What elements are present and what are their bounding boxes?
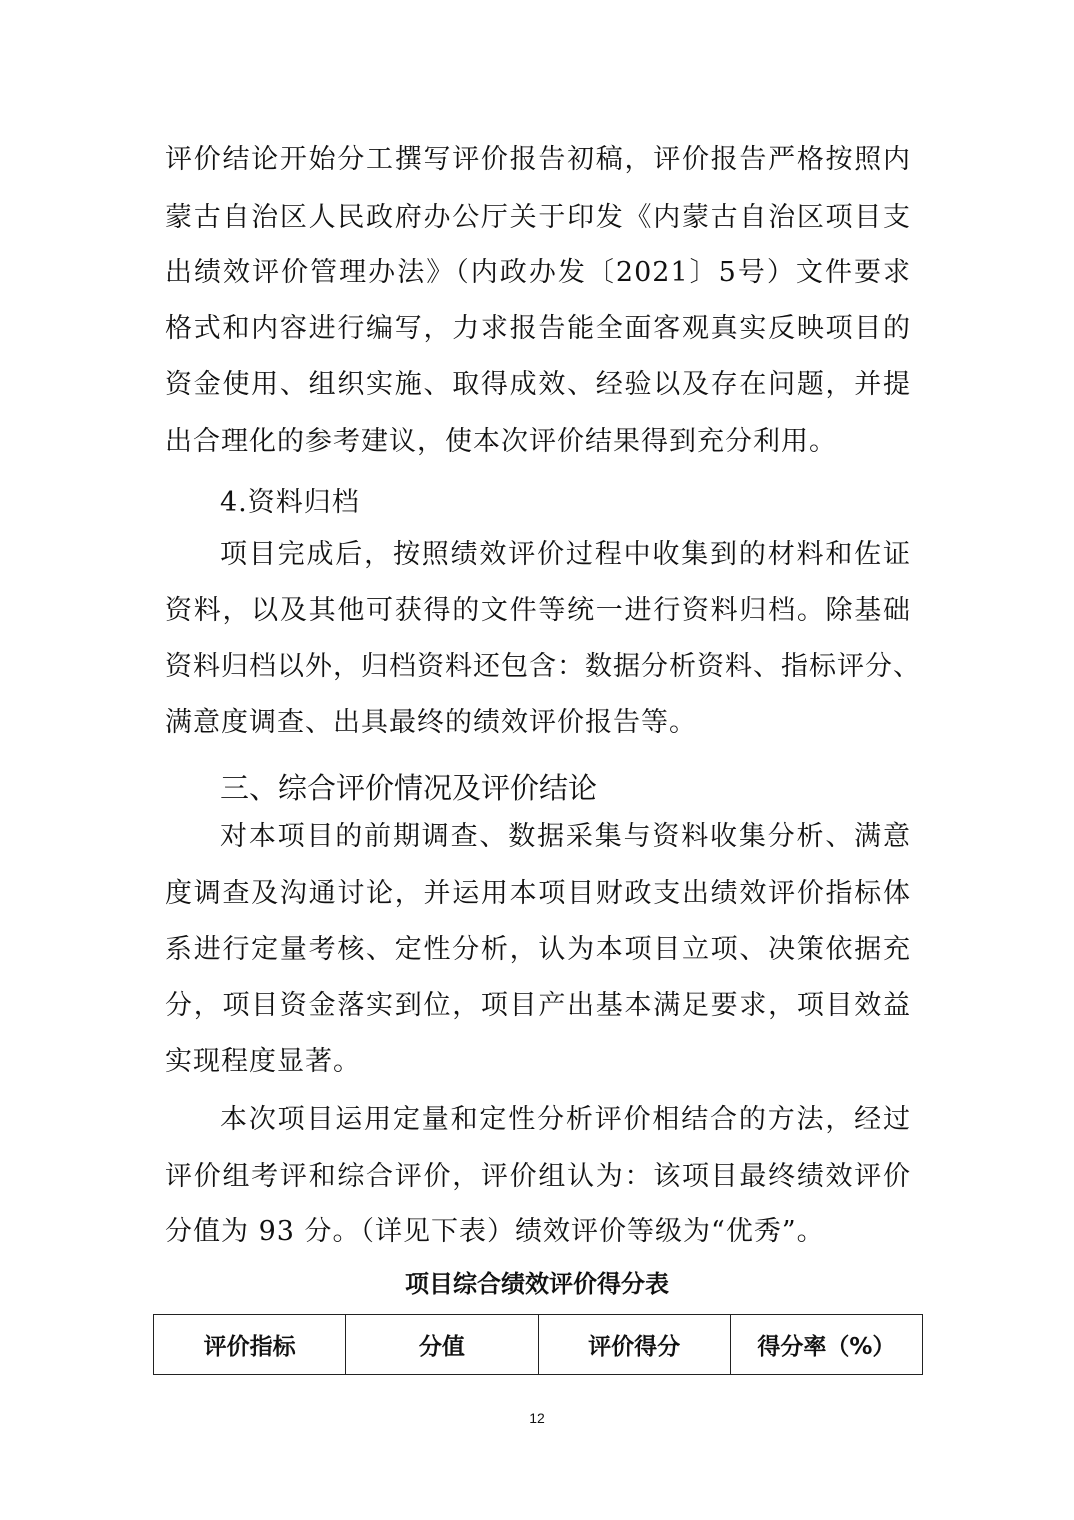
paragraph-line: 实现程度显著。 <box>165 1046 361 1077</box>
paragraph-line: 分值为 93 分。（详见下表）绩效评价等级为“优秀”。 <box>165 1216 825 1247</box>
paragraph-line: 出合理化的参考建议，使本次评价结果得到充分利用。 <box>165 426 837 457</box>
paragraph-line: 分，项目资金落实到位，项目产出基本满足要求，项目效益 <box>165 990 911 1021</box>
paragraph-line: 评价结论开始分工撰写评价报告初稿，评价报告严格按照内 <box>165 144 911 175</box>
paragraph-line: 系进行定量考核、定性分析，认为本项目立项、决策依据充 <box>165 934 911 965</box>
table-header-row <box>154 1315 923 1375</box>
table-header-cell: 得分率（%） <box>730 1315 922 1375</box>
paragraph-line: 资料，以及其他可获得的文件等统一进行资料归档。除基础 <box>165 595 911 626</box>
paragraph-line: 项目完成后，按照绩效评价过程中收集到的材料和佐证 <box>220 539 911 570</box>
table-header-cell: 评价指标 <box>154 1315 346 1375</box>
paragraph-line: 度调查及沟通讨论，并运用本项目财政支出绩效评价指标体 <box>165 878 911 909</box>
paragraph-line: 格式和内容进行编写，力求报告能全面客观真实反映项目的 <box>165 313 911 344</box>
table-title: 项目综合绩效评价得分表 <box>405 1270 669 1298</box>
paragraph-line: 对本项目的前期调查、数据采集与资料收集分析、满意 <box>220 821 911 852</box>
paragraph-line: 本次项目运用定量和定性分析评价相结合的方法，经过 <box>220 1104 911 1135</box>
score-table <box>153 1314 923 1375</box>
subheading: 4.资料归档 <box>220 487 360 518</box>
table-header-cell: 评价得分 <box>538 1315 730 1375</box>
paragraph-line: 蒙古自治区人民政府办公厅关于印发《内蒙古自治区项目支 <box>165 202 911 233</box>
paragraph-line: 评价组考评和综合评价，评价组认为：该项目最终绩效评价 <box>165 1161 911 1192</box>
paragraph-line: 满意度调查、出具最终的绩效评价报告等。 <box>165 707 697 738</box>
section-heading: 三、综合评价情况及评价结论 <box>220 771 598 805</box>
paragraph-line: 出绩效评价管理办法》（内政办发〔2021〕5号）文件要求 <box>165 257 911 288</box>
paragraph-line: 资金使用、组织实施、取得成效、经验以及存在问题，并提 <box>165 369 911 400</box>
paragraph-line: 资料归档以外，归档资料还包含：数据分析资料、指标评分、 <box>165 651 921 682</box>
table-header-cell: 分值 <box>346 1315 538 1375</box>
page-number: 12 <box>529 1410 545 1426</box>
